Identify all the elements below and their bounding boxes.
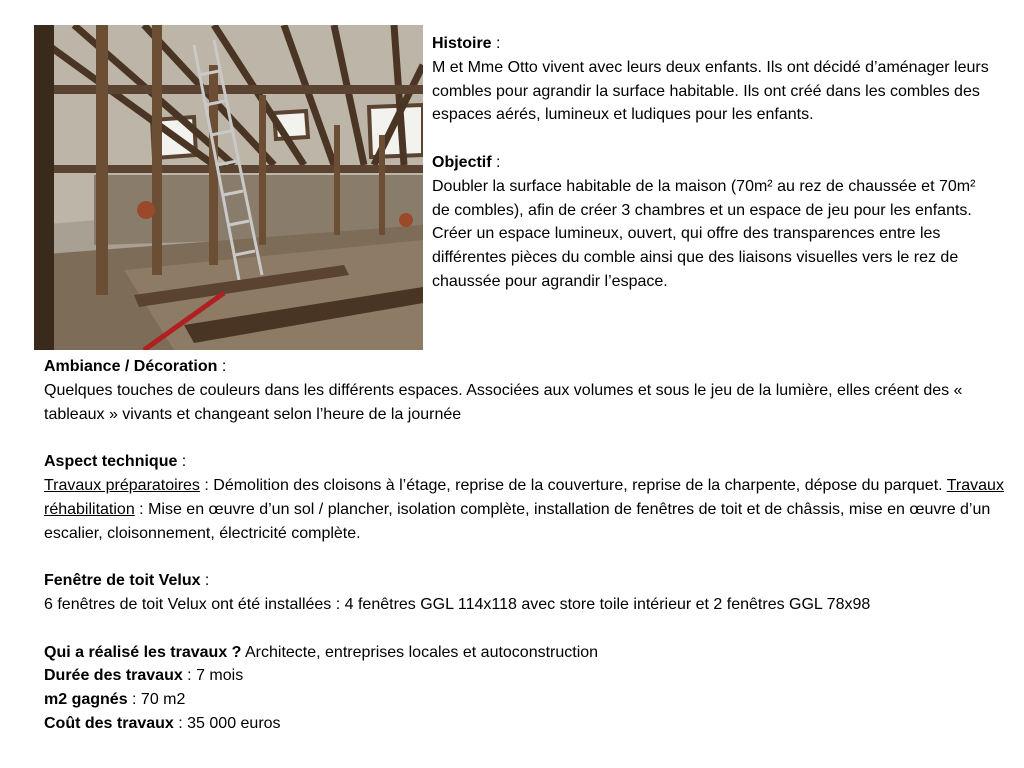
- histoire-sep: :: [491, 35, 501, 52]
- velux-heading-line: [44, 569, 1004, 593]
- fact-line: [44, 664, 1004, 688]
- fact-line: [44, 641, 1004, 665]
- velux-text: 6 fenêtres de toit Velux ont été installées : 4 fenêtres GGL 114x118 avec store toile intérieur et 2 fenêtres GGL 78x98: [44, 595, 871, 613]
- ambiance-heading-line: [44, 355, 1004, 379]
- objectif-text-2: Créer un espace lumineux, ouvert, qui offre des transparences entre les différentes pièces du comble ainsi que des liaisons visuelles vers le rez de chaussée pour agrandir l’espace.: [432, 225, 959, 290]
- histoire-text: M et Mme Otto vivent avec leurs deux enfants. Ils ont décidé d’aménager leurs combles pour agrandir la surface habitable. Ils ont créé dans les combles des espaces aérés, lumineux et ludiques pour les enfants.: [432, 58, 989, 124]
- technique-sep: :: [177, 453, 187, 471]
- travaux-rehabilitation-text: : Mise en œuvre d’un sol / plancher, isolation complète, installation de fenêtres de toit et de châssis, mise en œuvre d’un escalier, cloisonnement, électricité complète.: [44, 500, 991, 542]
- technique-heading: Aspect technique: [44, 453, 178, 471]
- objectif-heading: Objectif: [432, 153, 492, 171]
- ambiance-text: Quelques touches de couleurs dans les différents espaces. Associées aux volumes et sous le jeu de la lumière, elles créent des « tableaux » vivants et changeant selon l’heure de la journée: [44, 381, 963, 423]
- fact-label: Coût des travaux: [44, 714, 174, 732]
- histoire-heading: Histoire: [432, 35, 492, 52]
- fact-value: : 70 m2: [127, 691, 186, 709]
- fact-label: Qui a réalisé les travaux ?: [44, 643, 242, 661]
- fact-label: m2 gagnés: [44, 691, 128, 709]
- fact-line: [44, 712, 1004, 736]
- ambiance-heading: Ambiance / Décoration: [44, 358, 218, 375]
- attic-photo: [34, 25, 423, 350]
- fact-label: Durée des travaux: [44, 667, 183, 685]
- objectif-sep: :: [491, 153, 501, 171]
- fact-line: [44, 688, 1004, 712]
- velux-heading: Fenêtre de toit Velux: [44, 572, 201, 590]
- details-column: [44, 355, 1004, 736]
- histoire-heading-line: [432, 32, 992, 56]
- intro-column: [432, 32, 992, 294]
- technique-heading-line: [44, 450, 1004, 474]
- objectif-text-1: Doubler la surface habitable de la maison (70m² au rez de chaussée et 70m² de combles), afin de créer 3 chambres et un espace de jeu pour les enfants.: [432, 177, 976, 219]
- travaux-rehabilitation-label: Travaux réhabilitation: [44, 476, 1004, 518]
- ambiance-sep: :: [217, 358, 227, 375]
- fact-value: Architecte, entreprises locales et autoconstruction: [241, 643, 599, 661]
- objectif-heading-line: [432, 151, 992, 175]
- velux-sep: :: [200, 572, 210, 590]
- travaux-preparatoires-label: Travaux préparatoires: [44, 476, 200, 494]
- technique-text: [44, 474, 1004, 545]
- fact-value: : 7 mois: [182, 667, 244, 685]
- fact-value: : 35 000 euros: [173, 714, 281, 732]
- travaux-preparatoires-text: : Démolition des cloisons à l’étage, reprise de la couverture, reprise de la charpente, dépose du parquet.: [199, 476, 947, 494]
